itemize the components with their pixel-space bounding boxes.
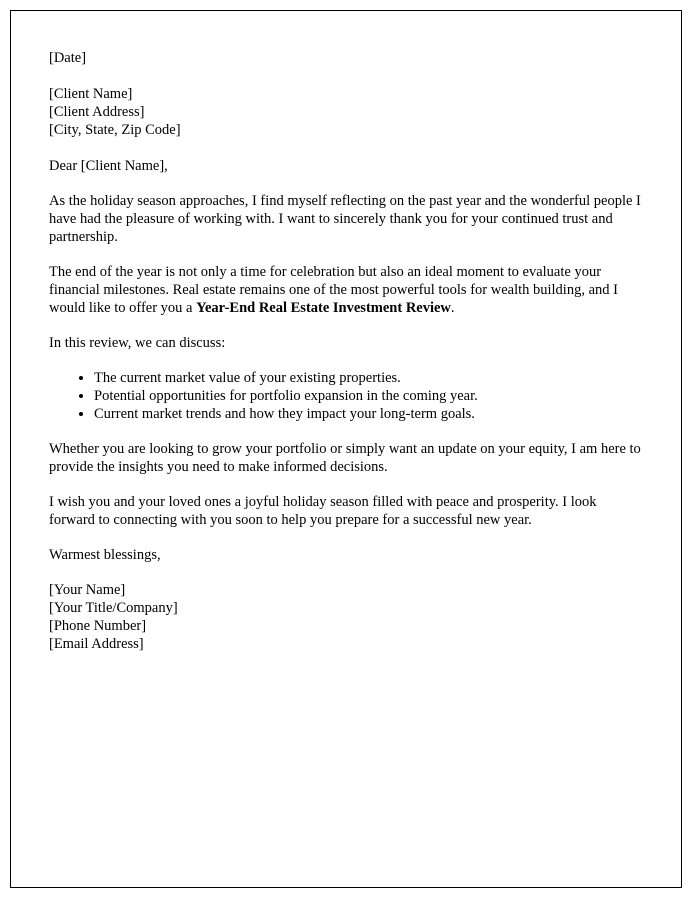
signature-block	[49, 581, 641, 653]
client-name-placeholder: [Client Name]	[49, 86, 133, 102]
paragraph-review-offer	[49, 263, 641, 317]
paragraph-review-offer-period: .	[450, 300, 455, 316]
bullet-item: • The current market value of your existing properties.	[94, 369, 641, 387]
phone-number-placeholder: [Phone Number]	[49, 618, 147, 634]
recipient-address-block	[49, 85, 641, 139]
paragraph-portfolio-growth: Whether you are looking to grow your portfolio or simply want an update on your equity, I am here to provide the insights you need to make informed decisions.	[49, 441, 641, 475]
client-address-placeholder: [Client Address]	[49, 104, 145, 120]
paragraph-holiday-wishes: I wish you and your loved ones a joyful holiday season filled with peace and prosperity. I look forward to connecting with you soon to help you prepare for a successful new year.	[49, 494, 597, 528]
paragraph-discuss-intro: In this review, we can discuss:	[49, 335, 226, 351]
letter-page	[10, 10, 682, 888]
your-title-company-placeholder: [Your Title/Company]	[49, 600, 178, 616]
letter-content	[11, 11, 681, 653]
bullet-item: • Current market trends and how they impact your long-term goals.	[94, 405, 641, 423]
paragraph-thanks: As the holiday season approaches, I find myself reflecting on the past year and the wonderful people I have had the pleasure of working with. I want to sincerely thank you for your continued trust and partnership.	[49, 193, 641, 245]
bullet-item: • Potential opportunities for portfolio expansion in the coming year.	[94, 387, 641, 405]
date-placeholder: [Date]	[49, 50, 87, 66]
email-address-placeholder: [Email Address]	[49, 636, 144, 652]
paragraph-review-offer-text: The end of the year is not only a time for celebration but also an ideal moment to evaluate your financial milestones. Real estate remains one of the most powerful tools for wealth building, and I would like to offer you a	[49, 264, 618, 316]
closing-line: Warmest blessings,	[49, 547, 161, 563]
client-city-state-zip-placeholder: [City, State, Zip Code]	[49, 122, 181, 138]
salutation: Dear [Client Name],	[49, 158, 168, 174]
review-offer-highlight: Year-End Real Estate Investment Review	[196, 300, 451, 316]
discussion-bullet-list	[49, 369, 641, 423]
date-line	[49, 49, 641, 67]
your-name-placeholder: [Your Name]	[49, 582, 126, 598]
